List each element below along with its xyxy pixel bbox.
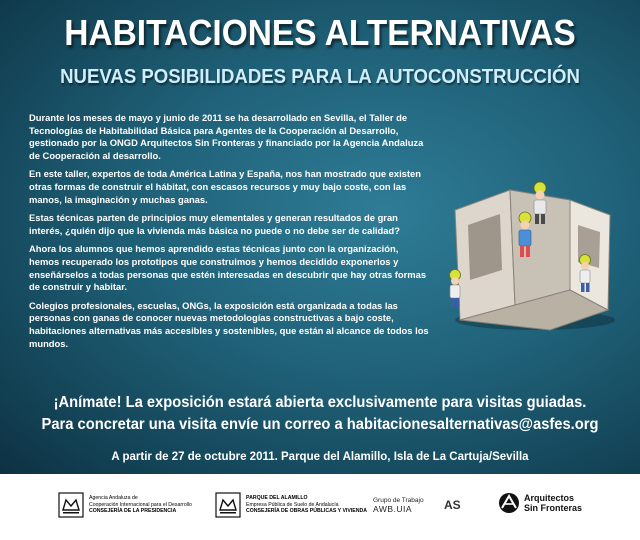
poster-title: HABITACIONES ALTERNATIVAS [64, 12, 576, 53]
call-to-action [16, 392, 624, 436]
paragraph: Ahora los alumnos que hemos aprendido estas técnicas junto con la organización, hemos recuperado los prototipos que construimos y hemos decidido exponerlos y enseñárselos a todas personas que estén interesadas en descubrir que hay otras formas de construir y habitar. [29, 243, 427, 293]
worker-figure-left [450, 270, 461, 308]
logo-arquitectos-sin-fronteras [498, 492, 582, 514]
as-logo: AS [444, 498, 461, 512]
logo-awb-uia [373, 496, 424, 514]
body-text [29, 112, 429, 356]
asf-line1: Arquitectos [524, 493, 575, 503]
logo1-line3: CONSEJERÍA DE LA PRESIDENCIA [89, 508, 177, 515]
junta-andalucia-icon [215, 492, 241, 518]
junta-andalucia-icon [58, 492, 84, 518]
cta-line-1: ¡Anímate! La exposición estará abierta exclusivamente para visitas guiadas. [53, 394, 587, 411]
house-model-illustration [430, 170, 630, 340]
poster-subtitle: NUEVAS POSIBILIDADES PARA LA AUTOCONSTRUCCIÓN [60, 66, 580, 88]
paragraph: Durante los meses de mayo y junio de 2011 se ha desarrollado en Sevilla, el Taller de Tecnologías de Habitabilidad Básica para Agentes de la Cooperación al Desarrollo, gestionado por la ONGD Arquitectos Sin Fronteras y financiado por la Agencia Andaluza de Cooperación al desarrollo. [29, 112, 424, 161]
awb-line2: AWB.UIA [373, 504, 413, 514]
paragraph: En este taller, expertos de toda América Latina y España, nos han mostrado que existen otras formas de construir el hábitat, con escasos recursos y muy bajo coste, con las manos, la imaginación y muchas ganas. [29, 168, 421, 205]
logo2-line3: CONSEJERÍA DE OBRAS PÚBLICAS Y VIVIENDA [246, 508, 367, 515]
asf-line2: Sin Fronteras [524, 503, 583, 513]
logo2-line1: PARQUE DEL ALAMILLO [246, 495, 308, 502]
logo1-line2: Cooperación Internacional para el Desarrollo [89, 501, 192, 508]
cta-line-2: Para concretar una visita envíe un correo a habitacionesalternativas@asfes.org [41, 416, 599, 433]
paragraph: Estas técnicas parten de principios muy elementales y generan resultados de gran interés, ¿quién dijo que la vivienda más básica no puede o no debe ser de calidad? [29, 212, 400, 236]
sponsor-footer [0, 474, 640, 540]
logo-parque-alamillo [215, 492, 367, 518]
paragraph: Colegios profesionales, escuelas, ONGs, la exposición está organizada a todas las personas con ganas de conocer nuevas metodologías constructivas a bajo coste, habitaciones alternativas más accesibles y sostenibles, que están al alcance de todos los mundos. [29, 299, 429, 349]
asf-icon [498, 492, 520, 514]
logo1-line1: Agencia Andaluza de [89, 495, 138, 502]
date-location-line: A partir de 27 de octubre 2011. Parque del Alamillo, Isla de La Cartuja/Sevilla [111, 451, 529, 463]
logo2-line2: Empresa Pública de Suelo de Andalucía [246, 501, 339, 508]
awb-line1: Grupo de Trabajo [373, 497, 424, 504]
logo-junta-presidencia [58, 492, 192, 518]
